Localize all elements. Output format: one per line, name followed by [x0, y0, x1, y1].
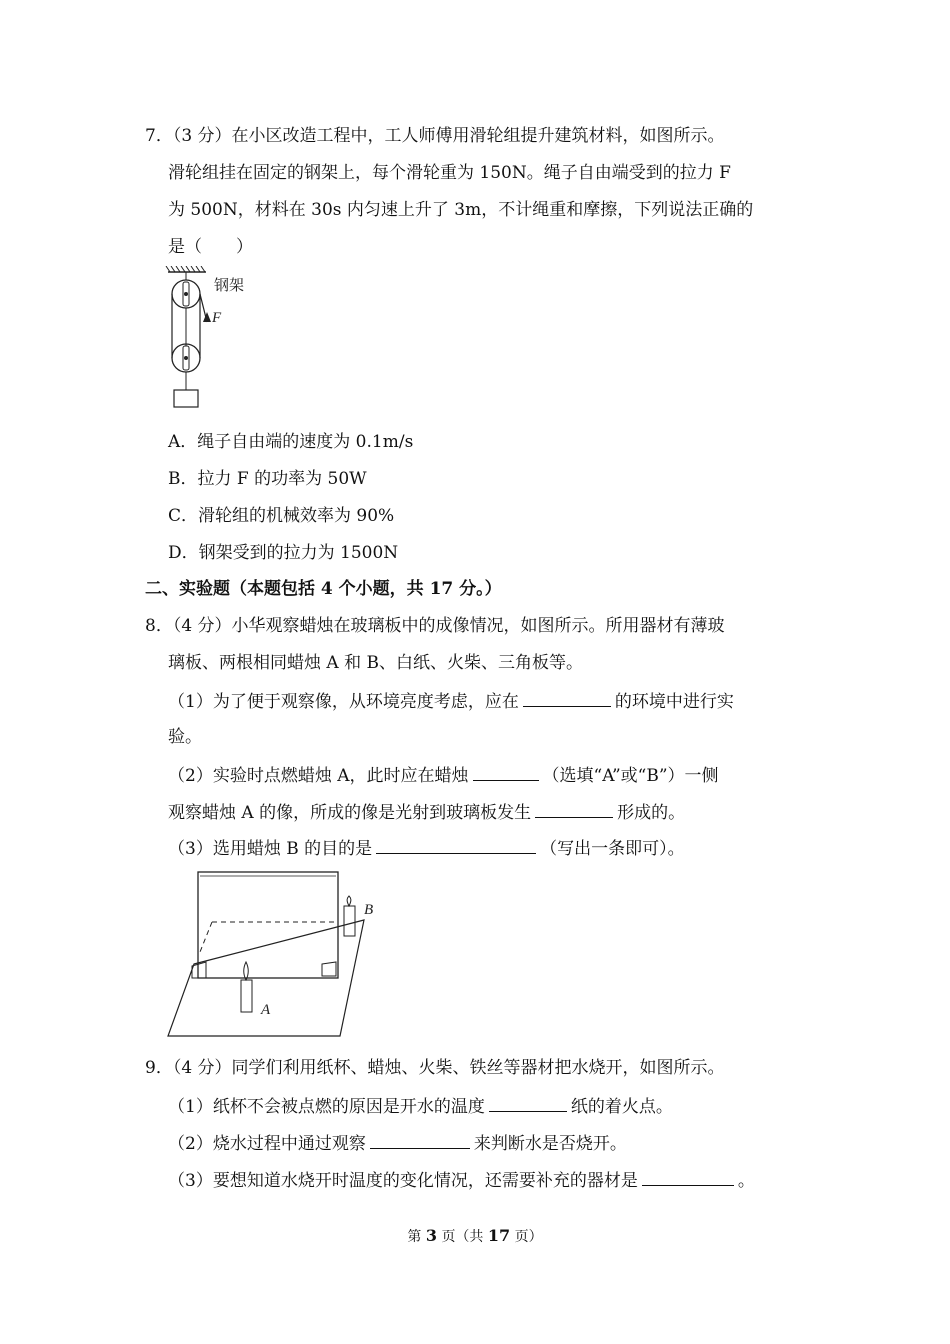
q9-p2-text-b: 来判断水是否烧开。: [473, 1134, 627, 1154]
q8-p1-text-b: 的环境中进行实: [614, 692, 734, 712]
q7-option-a: A．绳子自由端的速度为 0.1m/s: [168, 432, 414, 452]
q9-part-2: [168, 1131, 627, 1155]
candle-b: [344, 896, 355, 936]
q8-p1-text-c: 验。: [168, 727, 202, 747]
q8-part-2-cont: [168, 800, 685, 824]
q8-p3-text-b: （写出一条即可）。: [540, 839, 685, 859]
q8-blank-1[interactable]: [523, 689, 611, 707]
q9-line-1: 9．（4 分）同学们利用纸杯、蜡烛、火柴、铁丝等器材把水烧开，如图所示。: [145, 1058, 725, 1078]
footer-total-pages: 17: [487, 1226, 511, 1245]
footer-mid: 页（共: [441, 1229, 484, 1245]
q9-blank-2[interactable]: [370, 1131, 470, 1149]
q8-line-1: 8．（4 分）小华观察蜡烛在玻璃板中的成像情况，如图所示。所用器材有薄玻: [145, 616, 725, 636]
load-block: [174, 390, 198, 407]
q8-blank-2[interactable]: [473, 763, 539, 781]
q8-blank-4[interactable]: [376, 836, 536, 854]
q7-line-2: 滑轮组挂在固定的钢架上，每个滑轮重为 150N。绳子自由端受到的拉力 F: [168, 163, 731, 183]
q9-blank-3[interactable]: [642, 1168, 734, 1186]
q8-part-1: [168, 689, 734, 713]
pulley-figure: [164, 266, 264, 412]
q9-part-1: [168, 1094, 673, 1118]
candle-b-label: B: [364, 902, 374, 918]
q8-p2-text-a: （2）实验时点燃蜡烛 A，此时应在蜡烛: [168, 766, 469, 786]
section-title: 二、实验题（本题包括 4 个小题，共 17 分。）: [145, 579, 502, 599]
q9-part-3: [168, 1168, 755, 1192]
page-footer: [0, 1226, 950, 1246]
q8-line-2: 璃板、两根相同蜡烛 A 和 B、白纸、火柴、三角板等。: [168, 653, 583, 673]
force-label: F: [212, 310, 222, 326]
q8-p3-text-a: （3）选用蜡烛 B 的目的是: [168, 839, 373, 859]
q7-line-1: 7．（3 分）在小区改造工程中，工人师傅用滑轮组提升建筑材料，如图所示。: [145, 126, 725, 146]
force-arrow: [203, 312, 211, 322]
q8-part-2: [168, 763, 719, 787]
glass-stand-right: [322, 962, 336, 976]
q7-option-d: D．钢架受到的拉力为 1500N: [168, 543, 399, 563]
frame-label: 钢架: [214, 277, 245, 294]
q8-p2-text-d: 形成的。: [617, 803, 686, 823]
candle-a-label: A: [261, 1002, 271, 1018]
q9-p3-text-a: （3）要想知道水烧开时温度的变化情况，还需要补充的器材是: [168, 1171, 638, 1191]
q9-p1-text-a: （1）纸杯不会被点燃的原因是开水的温度: [168, 1097, 485, 1117]
q7-option-c: C．滑轮组的机械效率为 90%: [168, 506, 395, 526]
candle-mirror-figure: [164, 868, 384, 1040]
steel-frame: [166, 266, 206, 280]
q7-line-4: 是（ ）: [168, 237, 253, 257]
footer-post: 页）: [514, 1229, 543, 1245]
q8-p2-text-c: 观察蜡烛 A 的像，所成的像是光射到玻璃板发生: [168, 803, 532, 823]
q9-p3-text-b: 。: [737, 1171, 755, 1191]
fixed-pulley: [172, 280, 200, 308]
glass-plate: [198, 872, 338, 978]
candle-a: [241, 962, 252, 1012]
q9-blank-1[interactable]: [489, 1094, 567, 1112]
q7-line-3: 为 500N，材料在 30s 内匀速上升了 3m，不计绳重和摩擦，下列说法正确的: [168, 200, 754, 220]
q9-p1-text-b: 纸的着火点。: [570, 1097, 673, 1117]
q9-p2-text-a: （2）烧水过程中通过观察: [168, 1134, 366, 1154]
movable-pulley: [172, 344, 200, 390]
footer-page-number: 3: [425, 1226, 437, 1245]
q8-blank-3[interactable]: [535, 800, 613, 818]
q7-option-b: B．拉力 F 的功率为 50W: [168, 469, 367, 489]
footer-pre: 第: [407, 1229, 422, 1245]
q8-part-3: [168, 836, 685, 860]
q8-p1-text-a: （1）为了便于观察像，从环境亮度考虑，应在: [168, 692, 519, 712]
q8-p2-text-b: （选填“A”或“B”）一侧: [542, 766, 719, 786]
